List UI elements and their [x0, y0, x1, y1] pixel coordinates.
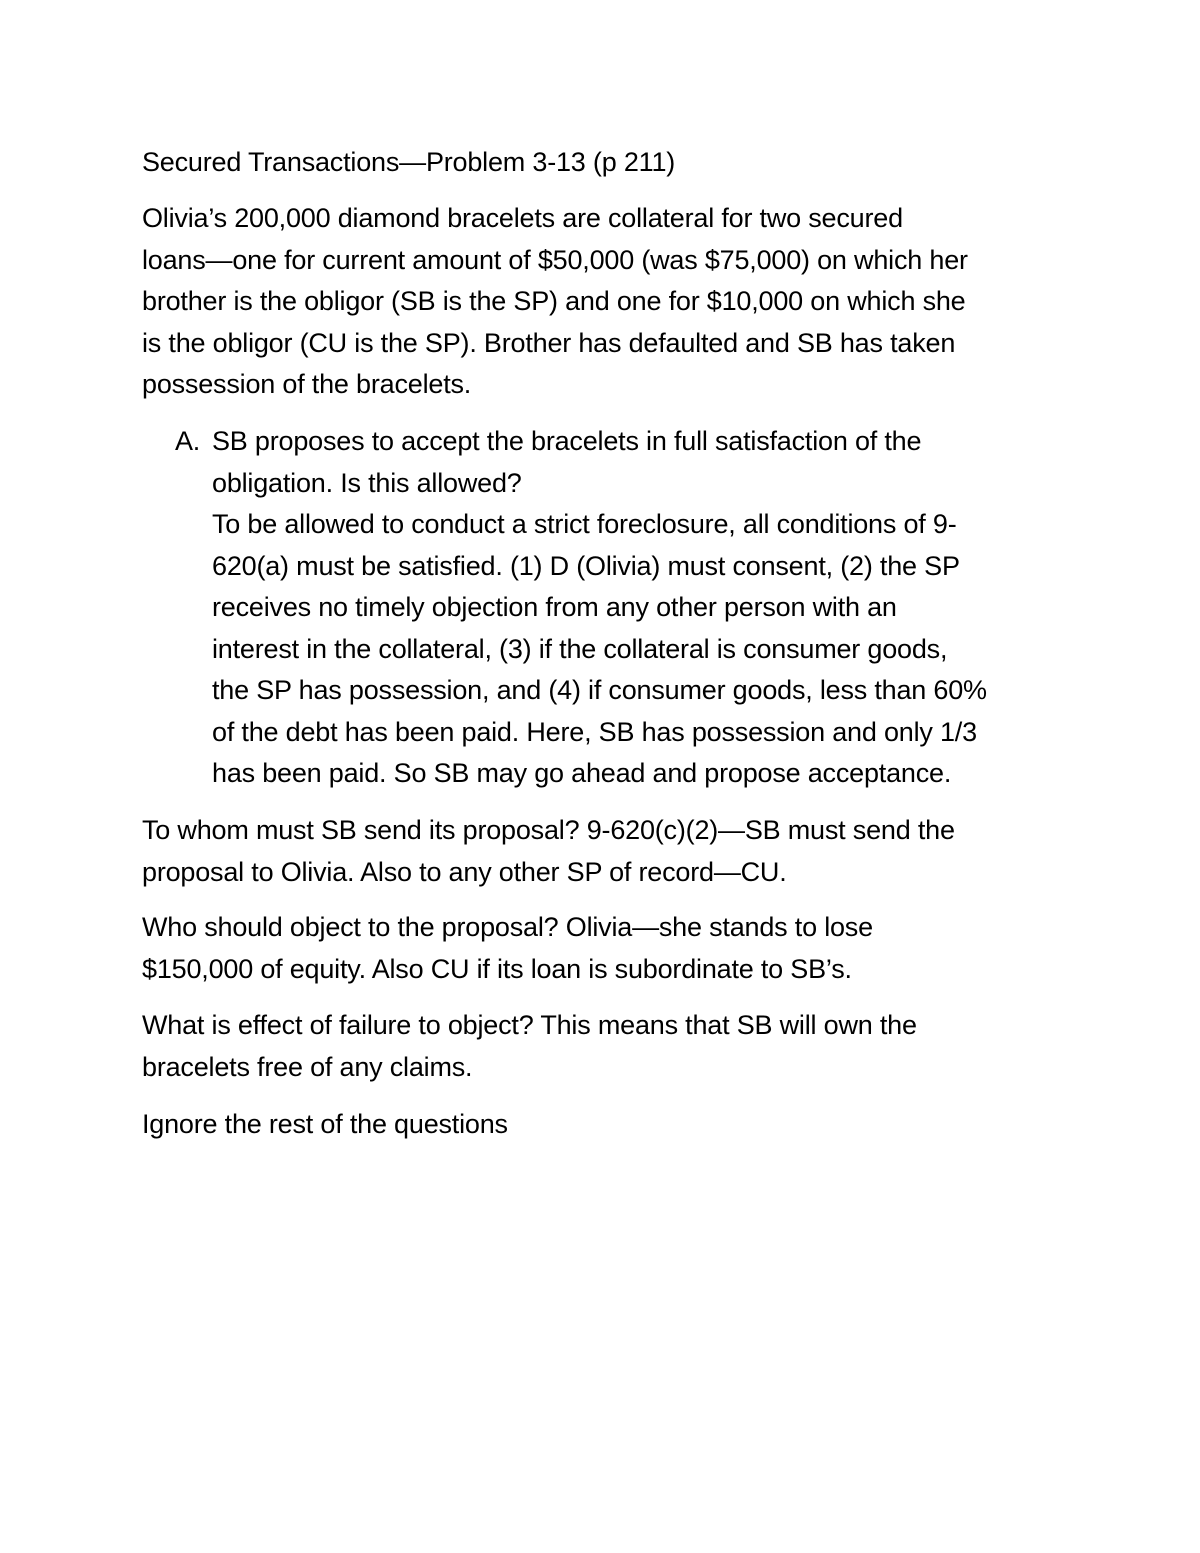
paragraph-line: Who should object to the proposal? Olivia—she stands to lose — [142, 912, 873, 942]
question-whom-paragraph — [142, 810, 1072, 893]
paragraph-line: proposal to Olivia. Also to any other SP of record—CU. — [142, 856, 787, 887]
answer-line: of the debt has been paid. Here, SB has possession and only 1/3 — [212, 716, 977, 747]
paragraph-line: $150,000 of equity. Also CU if its loan is subordinate to SB’s. — [142, 953, 852, 984]
answer-line: 620(a) must be satisfied. (1) D (Olivia) must consent, (2) the SP — [212, 550, 960, 581]
paragraph-line: What is effect of failure to object? This means that SB will own the — [142, 1010, 917, 1040]
paragraph-line: bracelets free of any claims. — [142, 1051, 473, 1082]
question-line: obligation. Is this allowed? — [212, 467, 522, 498]
closing-line: Ignore the rest of the questions — [142, 1109, 508, 1139]
paragraph-line: To whom must SB send its proposal? 9-620(c)(2)—SB must send the — [142, 815, 955, 845]
question-line: SB proposes to accept the bracelets in full satisfaction of the — [212, 426, 922, 456]
intro-line: brother is the obligor (SB is the SP) and one for $10,000 on which she — [142, 286, 966, 316]
question-effect-paragraph — [142, 1005, 1072, 1088]
answer-line: has been paid. So SB may go ahead and propose acceptance. — [212, 758, 952, 788]
intro-line: possession of the bracelets. — [142, 369, 472, 399]
intro-line: Olivia’s 200,000 diamond bracelets are collateral for two secured — [142, 203, 903, 233]
answer-line: interest in the collateral, (3) if the collateral is consumer goods, — [212, 633, 948, 664]
intro-line: loans—one for current amount of $50,000 (was $75,000) on which her — [142, 244, 968, 275]
list-item-body — [212, 421, 1075, 795]
title-line: Secured Transactions—Problem 3-13 (p 211) — [142, 147, 676, 177]
answer-line: receives no timely objection from any other person with an — [212, 592, 897, 622]
question-object-paragraph — [142, 907, 1072, 990]
document-title — [142, 142, 1072, 184]
list-marker: A. — [175, 426, 201, 456]
closing-paragraph — [142, 1104, 1072, 1146]
answer-line: the SP has possession, and (4) if consumer goods, less than 60% — [212, 675, 987, 705]
list-item-a — [175, 421, 1075, 795]
answer-line: To be allowed to conduct a strict foreclosure, all conditions of 9- — [212, 509, 957, 539]
intro-line: is the obligor (CU is the SP). Brother has defaulted and SB has taken — [142, 327, 956, 358]
intro-paragraph — [142, 198, 1072, 406]
